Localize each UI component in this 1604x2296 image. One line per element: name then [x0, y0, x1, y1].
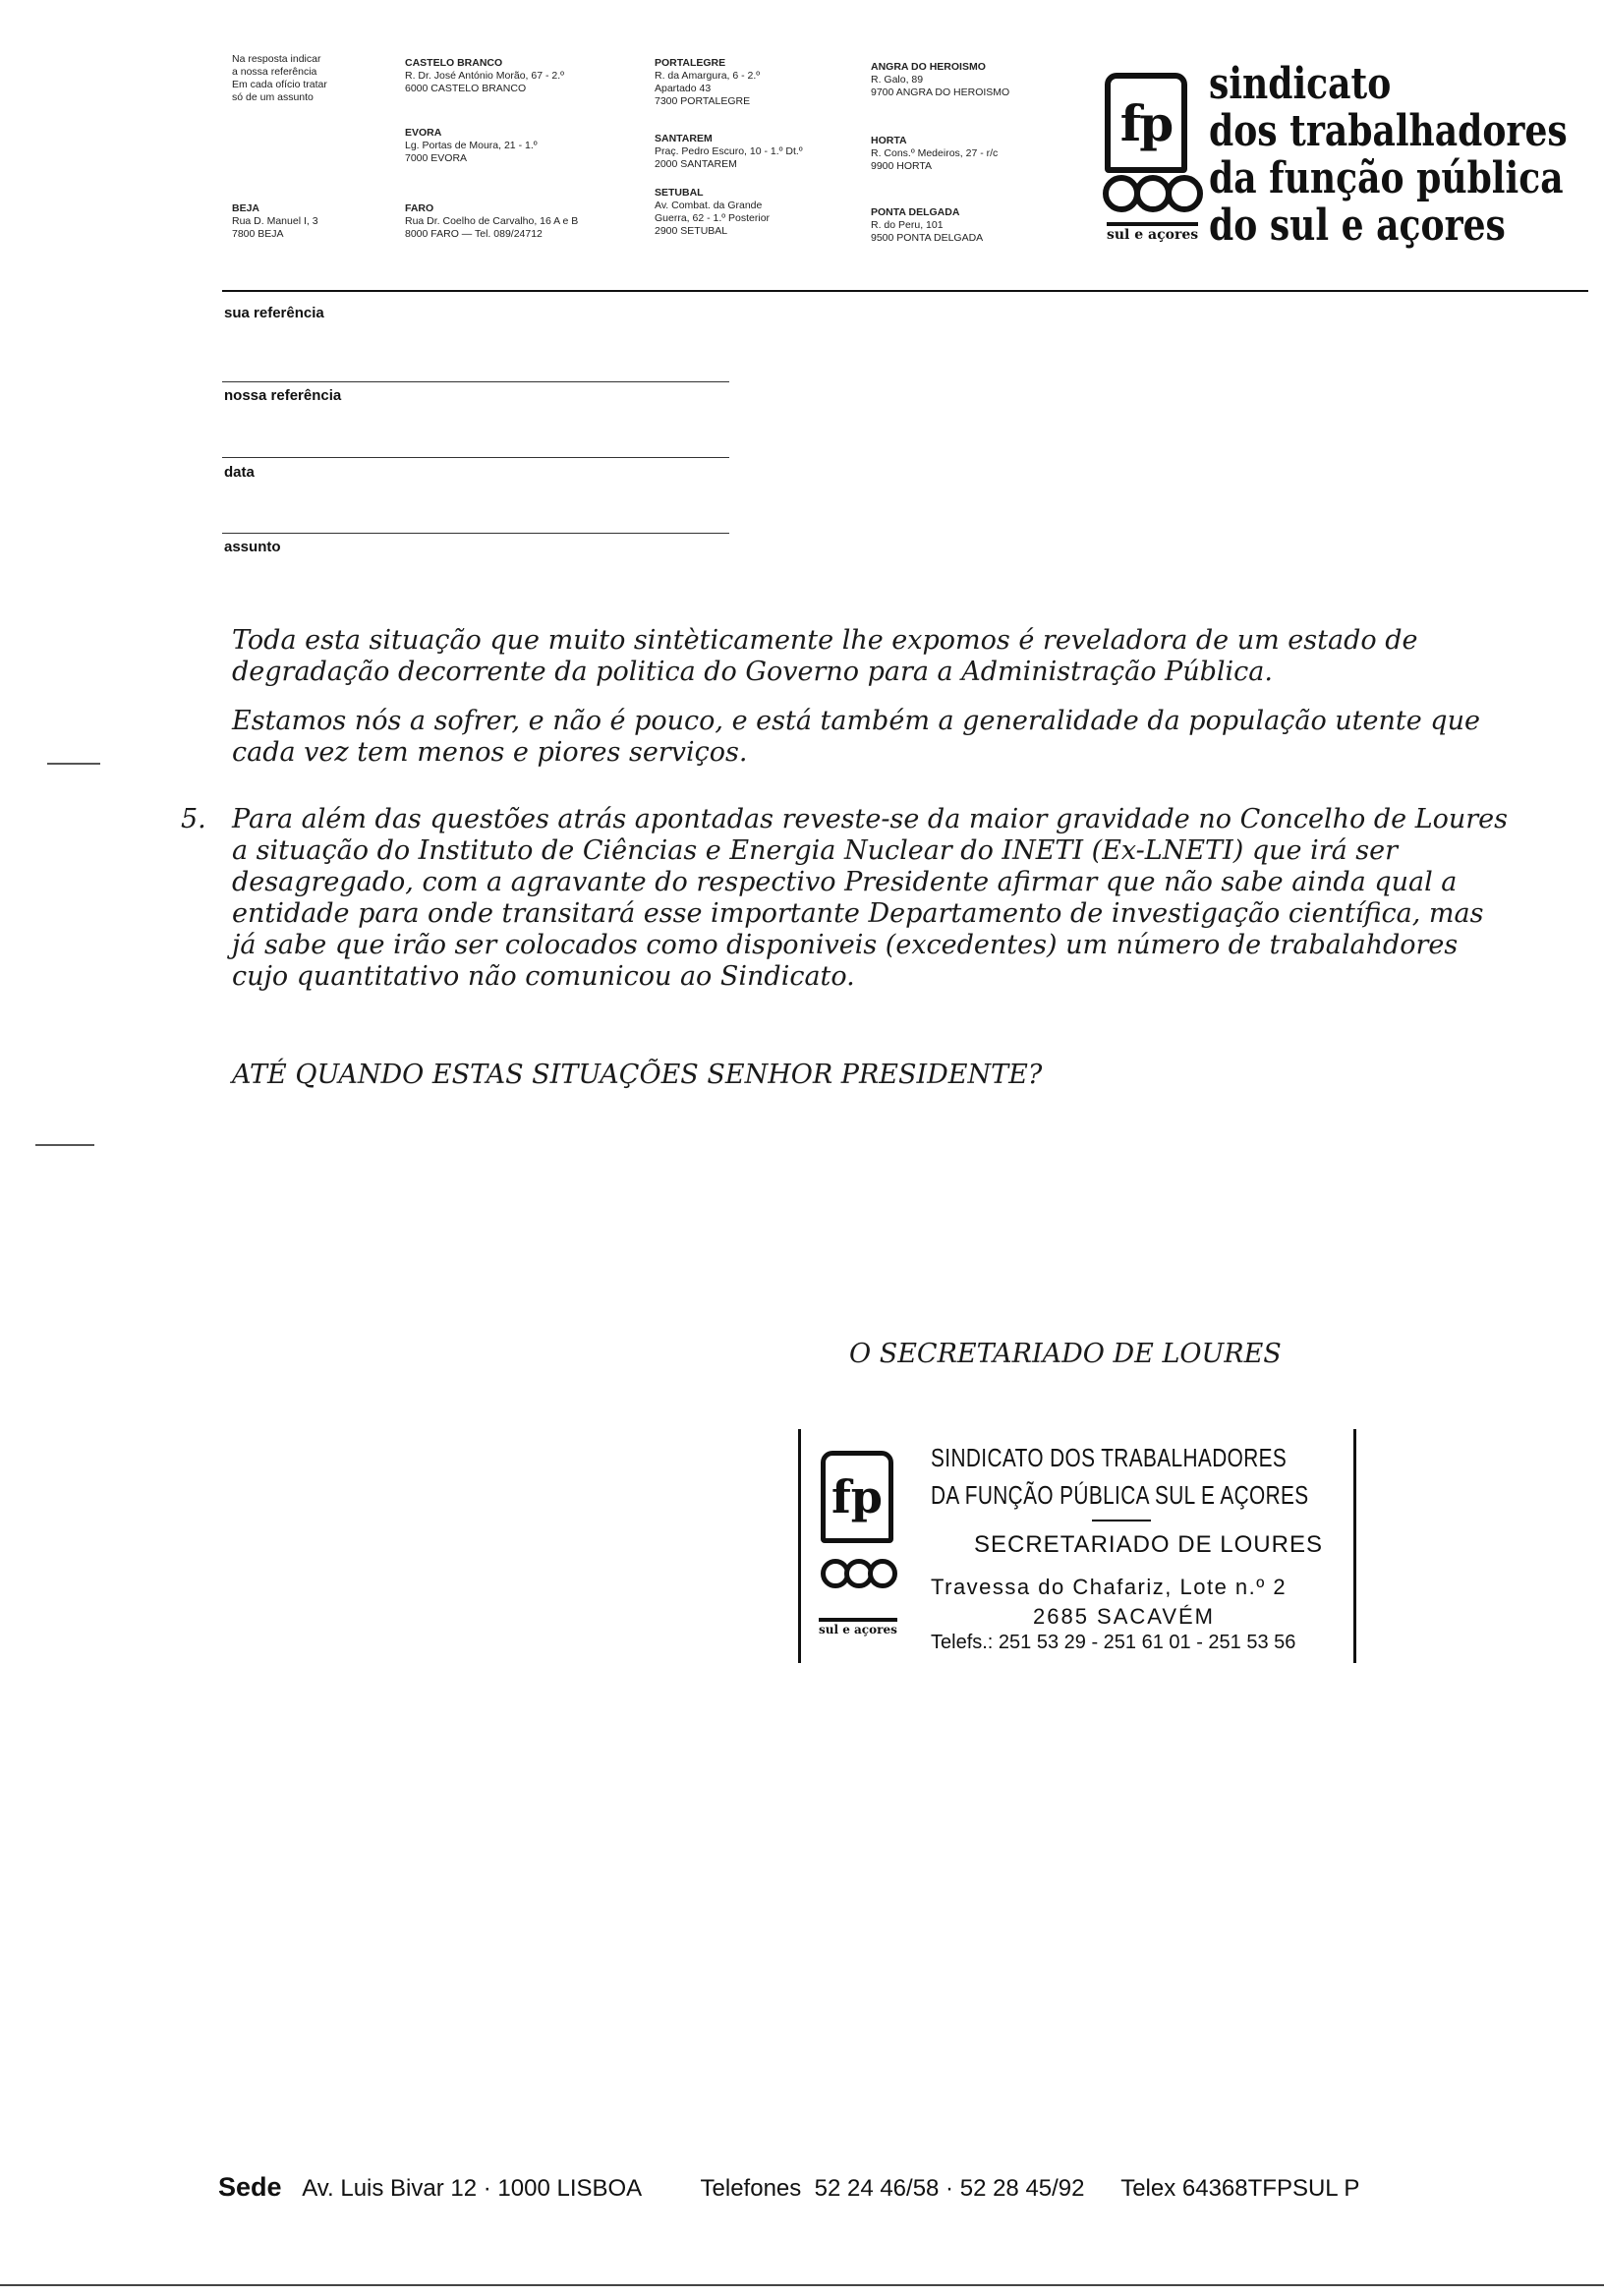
- address-line: R. Galo, 89: [871, 74, 924, 86]
- sua-referencia-label: sua referência: [224, 305, 324, 321]
- address-city: FARO: [405, 202, 434, 214]
- brand-line: do sul e açores: [1209, 201, 1506, 251]
- logo-caption: sul e açores: [1107, 222, 1198, 243]
- paragraph-2: Estamos nós a sofrer, e não é pouco, e está também a generalidade da população utente que cada vez tem menos e piores serviços.: [232, 706, 1480, 768]
- address-line: 7800 BEJA: [232, 228, 284, 240]
- address-faro: [405, 202, 578, 241]
- paragraph-1: Toda esta situação que muito sintèticamente lhe expomos é reveladora de um estado de degradação decorrente da politica do Governo para a Administração Pública.: [232, 625, 1418, 687]
- address-line: R. Cons.º Medeiros, 27 - r/c: [871, 147, 999, 159]
- stamp-fp-logo-icon: [821, 1451, 893, 1543]
- address-line: R. do Peru, 101: [871, 219, 944, 231]
- secretariado-stamp: [798, 1429, 1356, 1663]
- stamp-line-4: Travessa do Chafariz, Lote n.º 2: [931, 1575, 1288, 1599]
- address-setubal: [655, 187, 770, 238]
- reply-note-line: a nossa referência: [232, 66, 317, 78]
- address-line: 2000 SANTAREM: [655, 158, 737, 170]
- address-city: HORTA: [871, 135, 907, 146]
- address-angra: [871, 61, 1009, 99]
- address-line: 9700 ANGRA DO HEROISMO: [871, 86, 1010, 98]
- stamp-rings-icon: [827, 1559, 897, 1588]
- address-line: Rua Dr. Coelho de Carvalho, 16 A e B: [405, 215, 579, 227]
- stamp-divider: [1092, 1520, 1151, 1521]
- stamp-line-2: DA FUNÇÃO PÚBLICA SUL E AÇORES: [931, 1480, 1309, 1510]
- footer: [218, 2172, 1359, 2203]
- stamp-logo-caption: sul e açores: [819, 1618, 897, 1636]
- fp-logo-icon: [1105, 73, 1187, 173]
- ring-icon: [1166, 175, 1203, 212]
- address-line: Praç. Pedro Escuro, 10 - 1.º Dt.º: [655, 145, 803, 157]
- address-beja: [232, 202, 318, 241]
- stamp-line-3: SECRETARIADO DE LOURES: [974, 1531, 1323, 1558]
- reply-note-line: Na resposta indicar: [232, 53, 321, 65]
- address-portalegre: [655, 57, 760, 108]
- nossa-referencia-label: nossa referência: [224, 387, 342, 404]
- address-line: R. da Amargura, 6 - 2.º: [655, 70, 761, 82]
- address-ponta-delgada: [871, 206, 983, 245]
- brand-name: [1209, 61, 1604, 250]
- address-line: 9500 PONTA DELGADA: [871, 232, 984, 244]
- address-city: PORTALEGRE: [655, 57, 726, 69]
- address-line: 7000 EVORA: [405, 152, 468, 164]
- footer-telex: Telex 64368TFPSUL P: [1120, 2175, 1360, 2202]
- stamp-logo-letters: fp: [831, 1470, 883, 1523]
- signature: O SECRETARIADO DE LOURES: [849, 1339, 1282, 1369]
- header-divider: [222, 290, 1588, 292]
- page-bottom-rule: [0, 2284, 1604, 2286]
- logo-letters: fp: [1119, 93, 1173, 152]
- rings-icon: [1109, 175, 1203, 212]
- stamp-line-1: SINDICATO DOS TRABALHADORES: [931, 1443, 1288, 1472]
- address-city: SANTAREM: [655, 133, 713, 144]
- data-label: data: [224, 464, 255, 481]
- data-line: [222, 533, 729, 534]
- address-line: Guerra, 62 - 1.º Posterior: [655, 212, 771, 224]
- address-line: 6000 CASTELO BRANCO: [405, 83, 527, 94]
- reply-note-line: só de um assunto: [232, 91, 314, 103]
- footer-sede-address: Av. Luis Bivar 12 · 1000 LISBOA: [302, 2175, 641, 2202]
- brand-line: dos trabalhadores: [1209, 106, 1568, 156]
- address-castelo-branco: [405, 57, 564, 95]
- address-line: 9900 HORTA: [871, 160, 933, 172]
- address-city: PONTA DELGADA: [871, 206, 960, 218]
- sua-referencia-line: [222, 381, 729, 382]
- address-city: EVORA: [405, 127, 442, 139]
- reply-note-line: Em cada ofício tratar: [232, 79, 327, 90]
- address-city: ANGRA DO HEROISMO: [871, 61, 986, 73]
- address-line: R. Dr. José António Morão, 67 - 2.º: [405, 70, 564, 82]
- address-city: SETUBAL: [655, 187, 704, 199]
- address-line: 7300 PORTALEGRE: [655, 95, 751, 107]
- ring-icon: [868, 1559, 897, 1588]
- margin-mark: [47, 763, 100, 765]
- footer-sede-label: Sede: [218, 2172, 282, 2202]
- assunto-label: assunto: [224, 539, 281, 555]
- margin-mark: [35, 1144, 94, 1146]
- brand-line: sindicato: [1209, 59, 1392, 109]
- address-line: Apartado 43: [655, 83, 712, 94]
- reply-note: [232, 53, 350, 104]
- address-line: Lg. Portas de Moura, 21 - 1.º: [405, 140, 538, 151]
- address-horta: [871, 135, 998, 173]
- paragraph-3: Para além das questões atrás apontadas reveste-se da maior gravidade no Concelho de Loures a situação do Instituto de Ciências e Energia Nuclear do INETI (Ex-LNETI) que irá ser desagregado, com a agravante do respectivo Presidente afirmar que não sabe ainda qual a entidade para onde transitará esse importante Departamento de investigação científica, mas já sabe que irão ser colocados como disponiveis (excedentes) um número de trabalahdores cujo quantitativo não comunicou ao Sindicato.: [232, 804, 1509, 992]
- address-city: BEJA: [232, 202, 260, 214]
- nossa-referencia-line: [222, 457, 729, 458]
- stamp-line-6: Telefs.: 251 53 29 - 251 61 01 - 251 53 56: [931, 1632, 1296, 1653]
- address-line: Av. Combat. da Grande: [655, 200, 763, 211]
- address-line: 2900 SETUBAL: [655, 225, 728, 237]
- paragraph-number: 5.: [181, 804, 206, 834]
- footer-phones: Telefones 52 24 46/58 · 52 28 45/92: [700, 2175, 1085, 2202]
- address-evora: [405, 127, 538, 165]
- address-city: CASTELO BRANCO: [405, 57, 503, 69]
- address-line: Rua D. Manuel I, 3: [232, 215, 318, 227]
- closing-question: ATÉ QUANDO ESTAS SITUAÇÕES SENHOR PRESIDENTE?: [232, 1060, 1043, 1090]
- address-santarem: [655, 133, 803, 171]
- address-line: 8000 FARO — Tel. 089/24712: [405, 228, 543, 240]
- stamp-line-5: 2685 SACAVÉM: [1033, 1604, 1216, 1629]
- brand-line: da função pública: [1209, 153, 1564, 203]
